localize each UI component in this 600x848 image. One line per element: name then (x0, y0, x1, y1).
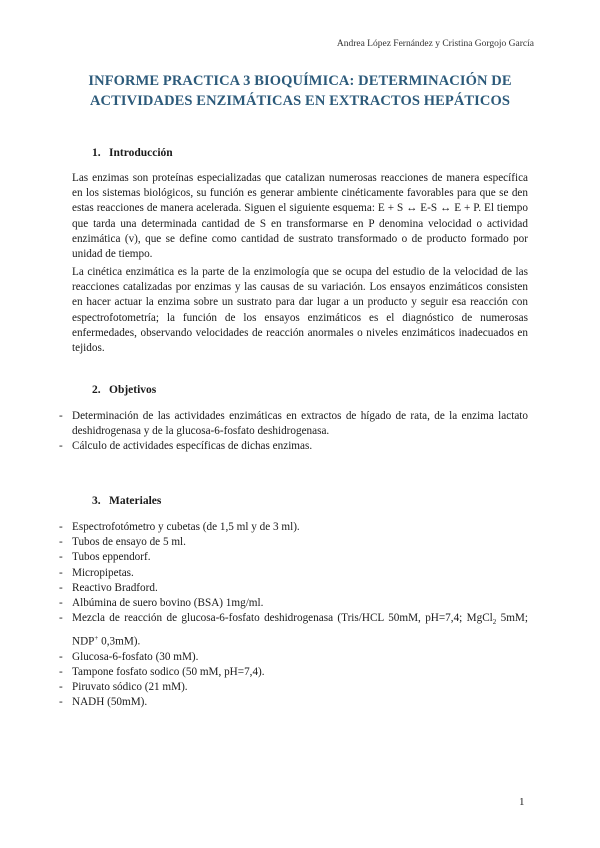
page-number: 1 (519, 796, 525, 808)
section-heading-materiales (92, 495, 161, 507)
list-item: - Glucosa-6-fosfato (30 mM). (59, 650, 528, 665)
list-dash: - (59, 612, 63, 625)
section-number: 1. (92, 147, 101, 159)
list-item: - Cálculo de actividades específicas de dichas enzimas. (59, 439, 528, 454)
list-dash: - (59, 681, 63, 693)
list-dash: - (59, 410, 63, 422)
list-dash: - (59, 566, 63, 579)
list-item: - Piruvato sódico (21 mM). (59, 680, 528, 695)
section-title: Objetivos (109, 384, 157, 396)
list-item: - Tubos eppendorf. (59, 550, 528, 565)
list-dash: - (59, 665, 63, 678)
list-item: - Albúmina de suero bovino (BSA) 1mg/ml. (59, 596, 528, 611)
objetivos-list (59, 409, 528, 455)
section-title: Introducción (109, 147, 173, 159)
section-number: 2. (92, 384, 101, 396)
intro-paragraph-2: La cinética enzimática es la parte de la enzimología que se ocupa del estudio de la velocidad de las reacciones catalizadas por enzimas y las causas de su variación. Los ensayos enzimáticos consisten en hacer actuar la enzima sobre un sustrato para dar lugar a un producto y seguir esa reacción con espectrofotometría; la función de los ensayos enzimáticos es el diagnóstico de numerosas enfermedades, observando velocidades de reacción anormales o niveles enzimáticos inadecuados en tejidos. (72, 266, 528, 355)
section-title: Materiales (109, 495, 162, 507)
list-dash: - (59, 581, 63, 594)
section-heading-objetivos (92, 384, 156, 396)
list-item: - Tubos de ensayo de 5 ml. (59, 535, 528, 550)
list-dash: - (59, 521, 63, 533)
list-dash: - (59, 551, 63, 564)
list-dash: - (59, 650, 63, 663)
list-item: - Determinación de las actividades enzimáticas en extractos de hígado de rata, de la enzima lactato deshidrogenasa y de la glucosa-6-fosfato deshidrogenasa. (59, 410, 528, 438)
header-author: Andrea López Fernández y Cristina Gorgojo García (336, 39, 534, 49)
list-item: - Tampone fosfato sodico (50 mM, pH=7,4). (59, 665, 528, 680)
list-dash: - (59, 536, 63, 549)
list-item: - Reactivo Bradford. (59, 581, 528, 596)
list-dash: - (59, 696, 63, 709)
list-item-mezcla: - Mezcla de reacción de glucosa-6-fosfato deshidrogenasa (Tris/HCL 50mM, pH=7,4; MgCl$_2$ 5mM; NDP+ 0,3mM). (59, 612, 528, 648)
list-item: - NADH (50mM). (59, 695, 528, 710)
section-heading-introduccion (92, 147, 173, 159)
document-title (60, 71, 540, 111)
list-dash: - (59, 597, 63, 610)
materiales-list (59, 520, 528, 710)
list-item: - Micropipetas. (59, 566, 528, 581)
intro-paragraph-1: Las enzimas son proteínas especializadas que catalizan numerosas reacciones de manera específica en los sistemas biológicos, su función es generar ambiente cinéticamente favorables para que se den estas reacciones de manera acelerada. Siguen el siguiente esquema: E + S ↔ E-S ↔ E + P. El tiempo que tarda una determinada cantidad de S en transformarse en P denomina velocidad o actividad enzimática (v), que se define como cantidad de sustrato transformado o de producto formado por unidad de tiempo. (72, 172, 528, 261)
section-number: 3. (92, 495, 101, 507)
list-dash: - (59, 440, 63, 453)
title-line-1: INFORME PRACTICA 3 BIOQUÍMICA: DETERMINACIÓN DE (88, 73, 512, 89)
title-line-2: ACTIVIDADES ENZIMÁTICAS EN EXTRACTOS HEPÁTICOS (89, 93, 511, 109)
list-item: - Espectrofotómetro y cubetas (de 1,5 ml y de 3 ml). (59, 520, 528, 535)
